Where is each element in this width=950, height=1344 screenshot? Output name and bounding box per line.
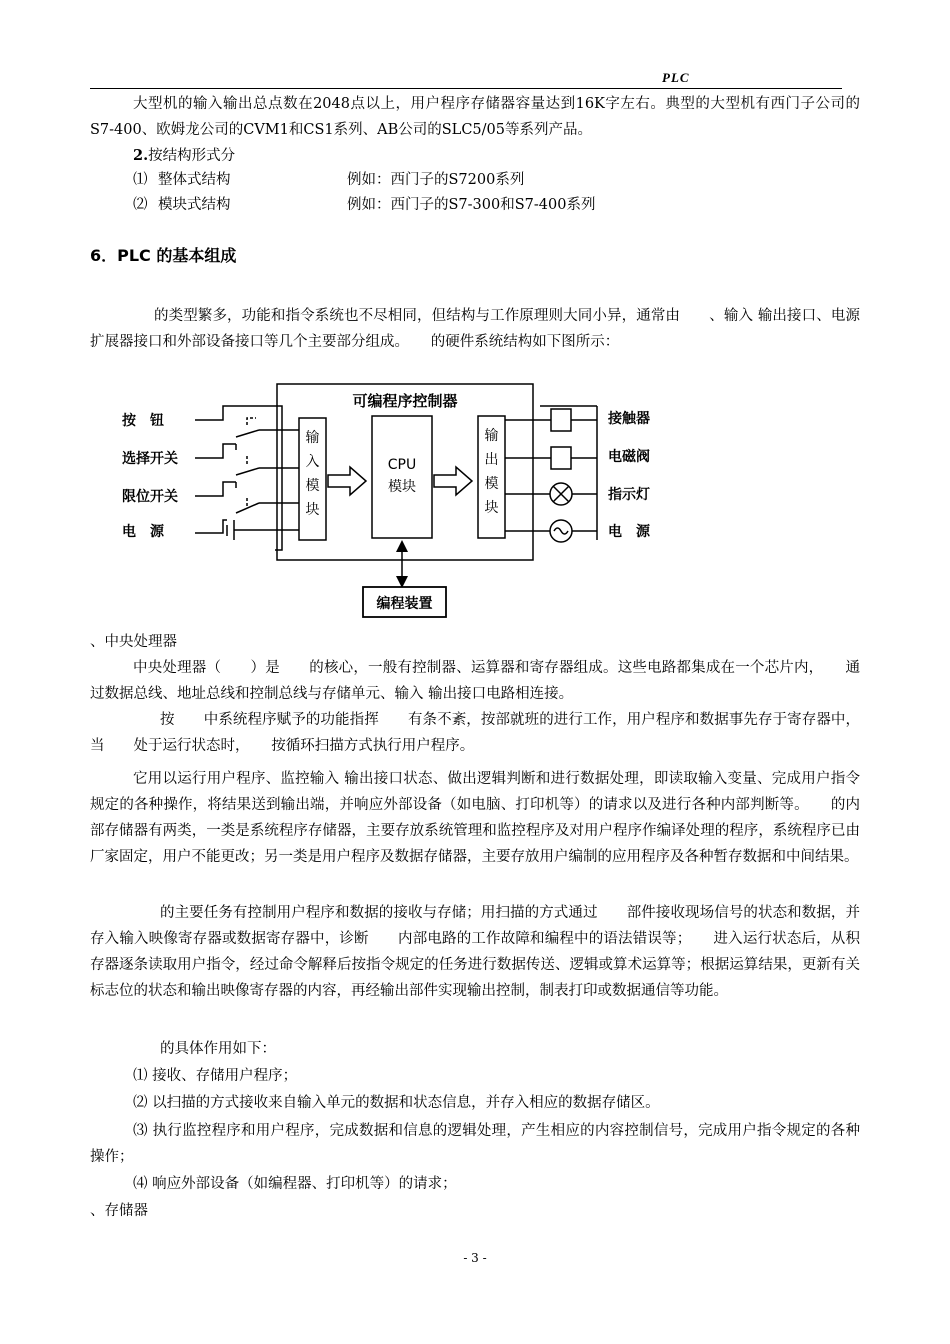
header-mark: PLC: [662, 70, 690, 85]
input-to-cpu-arrow: [328, 467, 366, 495]
plc-title: 可编程序控制器: [352, 392, 458, 410]
input-module-char-1: 输: [305, 430, 320, 446]
solenoid-valve-icon: [551, 447, 571, 469]
input-label-button: 按 钮: [122, 413, 164, 429]
output-module-char-2: 出: [484, 452, 499, 468]
structure-item-2-example: 例如：西门子的S7-300和S7-400系列: [347, 197, 596, 213]
output-label-lamp: 指示灯: [608, 487, 650, 503]
cpu-paragraph-2: 按 中系统程序赋予的功能指挥 有条不紊，按部就班的进行工作，用户程序和数据事先存于寄存器中，当 处于运行状态时， 按循环扫描方式执行用户程序。: [90, 712, 860, 754]
subsection-2-heading: [133, 143, 235, 169]
section-6-paragraph: 的类型繁多，功能和指令系统也不尽相同，但结构与工作原理则大同小异，通常由 、输入 输出接口、电源扩展器接口和外部设备接口等几个主要部分组成。 的硬件系统结构如下图所示：: [90, 308, 860, 350]
cpu-function-item-3: ⑶ 执行监控程序和用户程序，完成数据和信息的逻辑处理，产生相应的内容控制信号，完成用户指令规定的各种操作；: [90, 1123, 860, 1165]
cpu-label: CPU: [387, 457, 417, 473]
contactor-coil-icon: [551, 409, 571, 431]
cpu-paragraph-4: 的主要任务有控制用户程序和数据的接收与存储；用扫描的方式通过 部件接收现场信号的状态和数据，并存入输入映像寄存器或数据寄存器中，诊断 内部电路的工作故障和编程中的语法错误等； 进入运行状态后，从积存器逐条读取用户指令，经过命令解释后按指令规定的任务进行数据传送、逻辑或算术运算等；根据运算结果，更新有关标志位的状态和输出映像寄存器的内容，再经输出部件实现输出控制，制表打印或数据通信等功能。: [90, 905, 860, 999]
cpu-function-item-2: ⑵ 以扫描的方式接收来自输入单元的数据和状态信息，并存入相应的数据存储区。: [133, 1095, 660, 1111]
input-module-char-3: 模: [305, 478, 320, 494]
header-rule: [90, 88, 842, 89]
subsection-2-title: 按结构形式分: [148, 148, 236, 164]
intro-paragraph: 大型机的输入输出总点数在2048点以上，用户程序存储器容量达到16K字左右。典型的大型机有西门子公司的S7-400、欧姆龙公司的CVM1和CS1系列、AB公司的SLC5/05等系列产品。: [90, 96, 860, 138]
structure-item-1-example: 例如：西门子的S7200系列: [347, 172, 525, 188]
input-label-power: 电 源: [122, 524, 164, 540]
output-label-contactor: 接触器: [608, 411, 650, 427]
cpu-to-output-arrow: [434, 467, 472, 495]
cpu-module-box: [372, 416, 432, 538]
cpu-function-item-4: ⑷ 响应外部设备（如编程器、打印机等）的请求；: [133, 1176, 457, 1192]
cpu-module-label: 模块: [388, 479, 416, 495]
output-module-char-1: 输: [484, 428, 499, 444]
input-module-char-2: 入: [305, 454, 320, 470]
output-label-power: 电 源: [608, 524, 650, 540]
cpu-section-heading: 、中央处理器: [90, 634, 177, 650]
page-number: - 3 -: [463, 1251, 487, 1265]
cpu-function-item-1: ⑴ 接收、存储用户程序；: [133, 1068, 298, 1084]
output-module-char-3: 模: [484, 476, 499, 492]
structure-item-1-name: 整体式结构: [158, 172, 231, 188]
storage-section-heading: 、存储器: [90, 1203, 148, 1219]
input-label-selector: 选择开关: [122, 451, 178, 467]
indicator-lamp-icon: [550, 483, 572, 505]
structure-item-2-num: ⑵: [133, 197, 148, 213]
subsection-2-number: 2.: [133, 147, 149, 164]
cpu-paragraph-5: 的具体作用如下：: [160, 1041, 276, 1057]
cpu-paragraph-3: 它用以运行用户程序、监控输入 输出接口状态、做出逻辑判断和进行数据处理，即读取输入变量、完成用户指令规定的各种操作，将结果送到输出端，并响应外部设备（如电脑、打印机等）的请求以及进行各种内部判断等。 的内部存储器有两类，一类是系统程序存储器，主要存放系统管理和监控程序及对用户程序作编译处理的程序，系统程序已由厂家固定，用户不能更改；另一类是用户程序及数据存储器，主要存放用户编制的应用程序及各种暂存数据和中间结果。: [90, 771, 860, 865]
cpu-paragraph-1: 中央处理器（ ）是 的核心，一般有控制器、运算器和寄存器组成。这些电路都集成在一个芯片内， 通过数据总线、地址总线和控制总线与存储单元、输入 输出接口电路相连接。: [90, 660, 860, 702]
programmer-label: 编程装置: [376, 596, 433, 612]
input-wiring: [195, 406, 299, 550]
output-label-solenoid: 电磁阀: [608, 449, 650, 465]
structure-item-1-num: ⑴: [133, 172, 148, 188]
plc-structure-diagram: [110, 378, 670, 628]
output-module-char-4: 块: [484, 500, 499, 516]
section-6-title: 6．PLC 的基本组成: [90, 246, 237, 265]
input-module-char-4: 块: [305, 502, 320, 518]
structure-item-2-name: 模块式结构: [158, 197, 231, 213]
ac-source-icon: [550, 520, 572, 542]
input-label-limit: 限位开关: [122, 489, 178, 505]
